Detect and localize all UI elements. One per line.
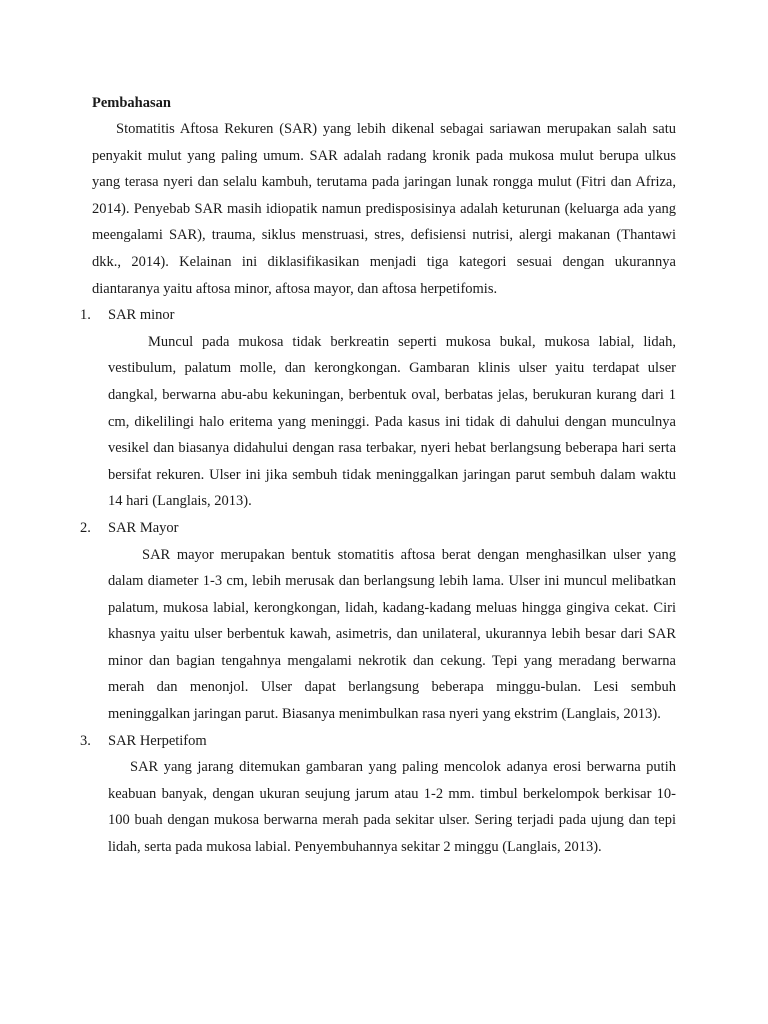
list-item-title: SAR Herpetifom: [108, 732, 207, 749]
classification-list: [80, 302, 676, 860]
intro-paragraph: Stomatitis Aftosa Rekuren (SAR) yang lebih dikenal sebagai sariawan merupakan salah satu penyakit mulut yang paling umum. SAR adalah radang kronik pada mukosa mulut berupa ulkus yang terasa nyeri dan selalu kambuh, terutama pada jaringan lunak rongga mulut (Fitri dan Afriza, 2014). Penyebab SAR masih idiopatik namun predisposisinya adalah keturunan (keluarga ada yang meengalami SAR), trauma, siklus menstruasi, stres, defisiensi nutrisi, alergi makanan (Thantawi dkk., 2014). Kelainan ini diklasifikasikan menjadi tiga kategori sesuai dengan ukurannya diantaranya yaitu aftosa minor, aftosa mayor, dan aftosa herpetifomis.: [92, 121, 676, 297]
section-heading: Pembahasan: [92, 95, 171, 111]
list-item-title: SAR Mayor: [108, 519, 179, 536]
list-item-body: SAR mayor merupakan bentuk stomatitis aftosa berat dengan menghasilkan ulser yang dalam diameter 1-3 cm, lebih merusak dan berlangsung lebih lama. Ulser ini muncul melibatkan palatum, mukosa labial, kerongkongan, lidah, kadang-kadang meluas hingga gingiva cekat. Ciri khasnya yaitu ulser berbentuk kawah, asimetris, dan unilateral, ukurannya lebih besar dari SAR minor dan bagian tengahnya mengalami nekrotik dan cekung. Tepi yang meradang berwarna merah dan menonjol. Ulser dapat berlangsung beberapa minggu-bulan. Lesi sembuh meninggalkan jaringan parut. Biasanya menimbulkan rasa nyeri yang ekstrim (Langlais, 2013).: [108, 546, 676, 723]
list-item: [80, 728, 676, 861]
list-item-number: 2.: [80, 519, 91, 536]
list-item-body: SAR yang jarang ditemukan gambaran yang paling mencolok adanya erosi berwarna putih keabuan banyak, dengan ukuran seujung jarum atau 1-2 mm. timbul berkelompok berkisar 10-100 buah dengan mukosa berwarna merah pada sekitar ulser. Sering terjadi pada ujung dan tepi lidah, serta pada mukosa labial. Penyembuhannya sekitar 2 minggu (Langlais, 2013).: [108, 759, 676, 856]
list-item-number: 3.: [80, 732, 91, 749]
list-item: [80, 302, 676, 515]
list-item-body: Muncul pada mukosa tidak berkreatin seperti mukosa bukal, mukosa labial, lidah, vestibulum, palatum molle, dan kerongkongan. Gambaran klinis ulser yaitu terdapat ulser dangkal, berwarna abu-abu kekuningan, berbentuk oval, berbatas jelas, berukuran kurang dari 1 cm, dikelilingi halo eritema yang meninggi. Pada kasus ini tidak di dahului dengan munculnya vesikel dan biasanya didahului dengan rasa terbakar, nyeri hebat berlangsung beberapa hari serta bersifat rekuren. Ulser ini jika sembuh tidak meninggalkan jaringan parut sembuh dalam waktu 14 hari (Langlais, 2013).: [108, 333, 676, 510]
list-item-number: 1.: [80, 307, 91, 324]
list-item: [80, 515, 676, 728]
list-item-title: SAR minor: [108, 307, 175, 324]
